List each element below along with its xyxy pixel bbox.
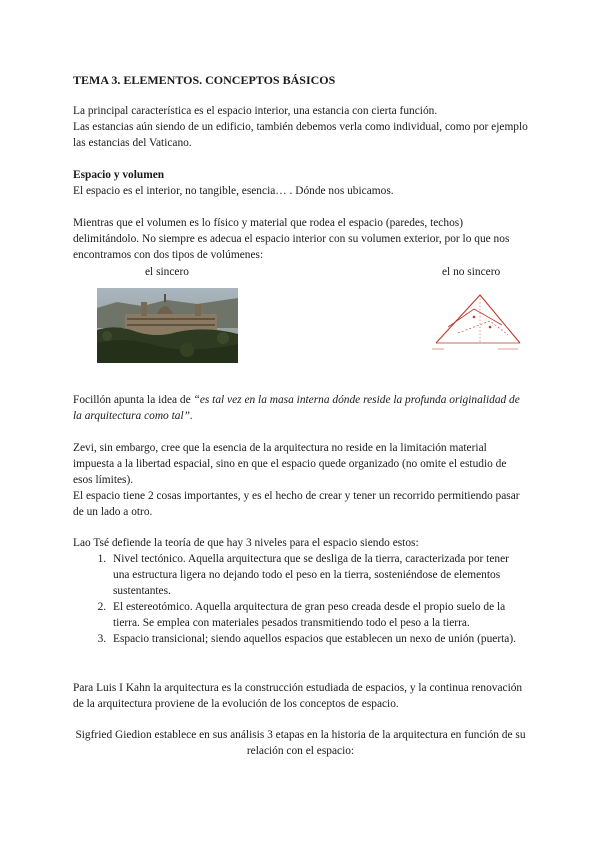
levels-list [73,551,528,647]
list-item: 2. El estereotómico. Aquella arquitectura de gran peso creada desde el propio suelo de la tierra. Se emplea con materiales pesados transmitiendo todo el peso a la tierra. [109,599,528,631]
list-item: 3. Espacio transicional; siendo aquellos espacios que establecen un nexo de unión (puerta). [109,631,528,647]
document-title: TEMA 3. ELEMENTOS. CONCEPTOS BÁSICOS [73,73,336,87]
intro-paragraph [73,103,528,151]
laotse-section [73,535,528,647]
giedion-paragraph: Sigfried Giedion establece en sus análisis 3 etapas en la historia de la arquitectura en función de su relación con el espacio: [75,729,526,757]
section-heading: Espacio y volumen [73,169,165,181]
monastery-photo [97,288,238,363]
caption-no-sincero: el no sincero [442,266,501,278]
zevi-paragraph [73,440,528,520]
section-espacio-volumen [73,167,528,199]
intro-line-1: La principal característica es el espacio interior, una estancia con cierta función. [73,105,438,117]
kahn-paragraph: Para Luis I Kahn la arquitectura es la construcción estudiada de espacios, y la continua renovación de la arquitectura proviene de la evolución de los conceptos de espacio. [73,682,523,710]
list-item: 1. Nivel tectónico. Aquella arquitectura que se desliga de la tierra, caracterizada por tener una estructura ligera no dejando todo el peso en la tierra, sosteniéndose de elementos sustentantes. [109,551,528,599]
intro-line-2: Las estancias aún siendo de un edificio, también debemos verla como individual, como por ejemplo las estancias del Vaticano. [73,121,528,149]
pyramid-sketch [428,287,527,357]
laotse-intro: Lao Tsé defiende la teoría de que hay 3 niveles para el espacio siendo estos: [73,537,419,549]
espacio-definition: El espacio es el interior, no tangible, esencia… . Dónde nos ubicamos. [73,185,394,197]
caption-sincero: el sincero [145,266,189,278]
focillon-prefix: Focillón apunta la idea de [73,394,194,406]
zevi-line-2: El espacio tiene 2 cosas importantes, y es el hecho de crear y tener un recorrido permitiendo pasar de un lado a otro. [73,490,520,518]
focillon-quote: “es tal vez en la masa interna dónde reside la profunda originalidad de la arquitectura como tal”. [73,394,520,422]
focillon-paragraph [73,392,528,424]
volumen-paragraph: Mientras que el volumen es lo físico y material que rodea el espacio (paredes, techos) delimitándolo. No siempre es adecua el espacio interior con su volumen exterior, por lo que nos encontramos con dos tipos de volúmenes: [73,217,510,261]
zevi-line-1: Zevi, sin embargo, cree que la esencia de la arquitectura no reside en la limitación material impuesta a la libertad espacial, sino en que el espacio quede organizado (no omite el estudio de esos límites). [73,442,507,486]
